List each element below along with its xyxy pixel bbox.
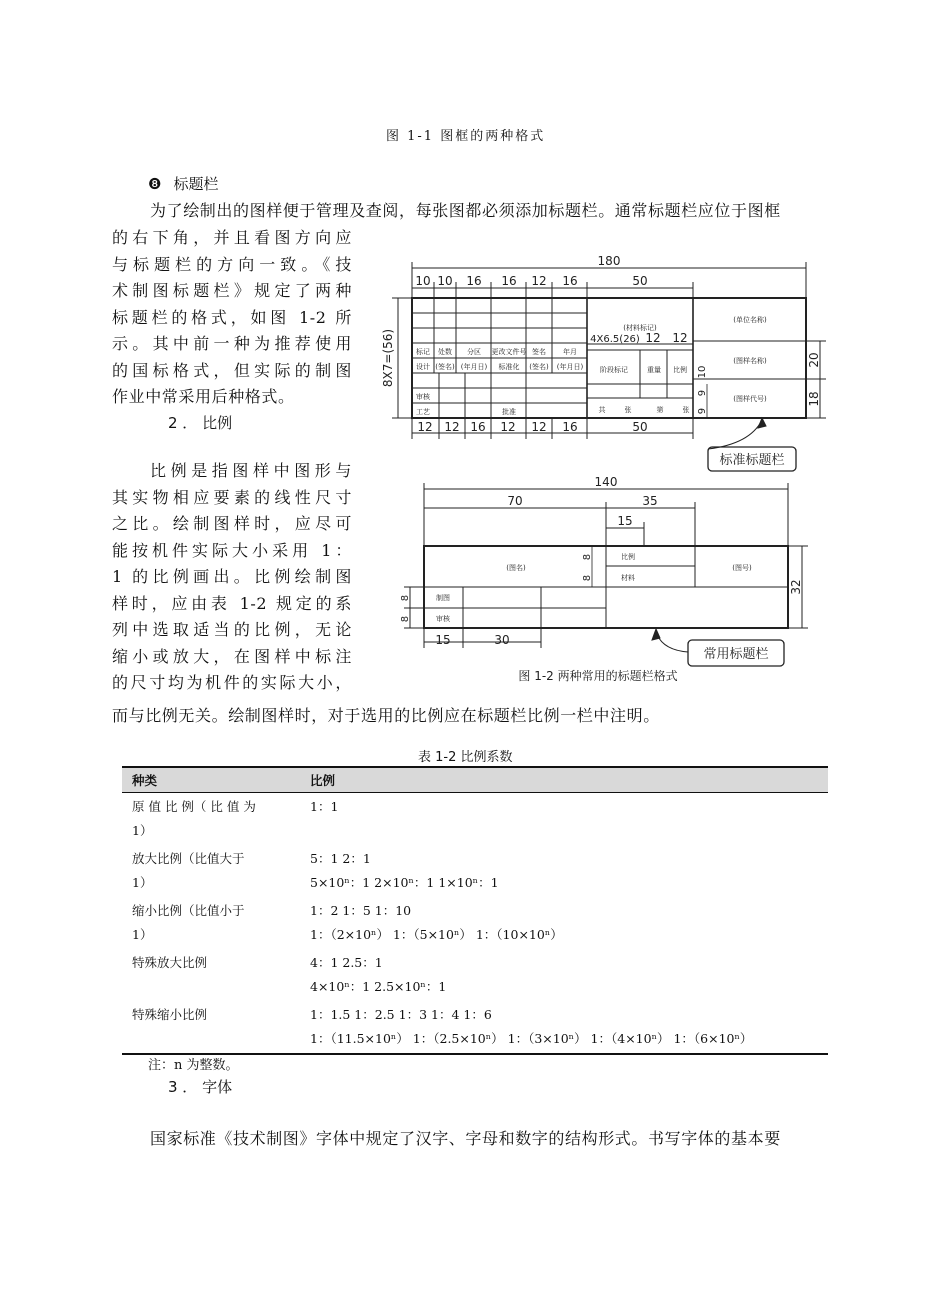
- table-1-2-title: 表 1-2 比例系数: [418, 750, 513, 765]
- kind-cell: [122, 897, 300, 949]
- dimension-label: 180: [597, 254, 621, 268]
- cell-text: 重量: [647, 366, 661, 374]
- dimension-label: 12: [531, 274, 547, 288]
- paragraph-1-column: [112, 225, 352, 411]
- paragraph-1-line-1: 为了绘制出的图样便于管理及查阅，每张图都必须添加标题栏。通常标题栏应位于图框: [150, 201, 781, 220]
- dimension-label: 16: [562, 420, 578, 434]
- cell-text: 比例: [621, 553, 635, 561]
- cell-text: 处数: [438, 348, 452, 356]
- cell-line: 1）: [132, 875, 153, 890]
- paragraph-line: 的国标格式，但实际的制图: [112, 360, 352, 380]
- cell-text: 张: [682, 406, 690, 414]
- paragraph-line: 1 的比例画出。比例绘制图: [112, 567, 352, 586]
- cell-text: (图名): [506, 564, 526, 572]
- dimension-label: 15: [617, 514, 633, 528]
- dimension-label: 70: [507, 494, 523, 508]
- section-heading-title-block: [148, 173, 218, 194]
- paragraph-line: 样时，应由表 1-2 规定的系: [112, 593, 352, 613]
- dimension-label: 12: [672, 331, 688, 345]
- cell-line: 5：1 2：1: [310, 851, 371, 866]
- table-row: [122, 793, 828, 846]
- kind-cell: [122, 949, 300, 1001]
- dimension-label: 10: [437, 274, 453, 288]
- paragraph-line: 之比。绘制图样时，应尽可: [112, 514, 352, 533]
- paragraph-line: 的尺寸均为机件的实际大小，: [112, 673, 352, 692]
- cell-line: 1：2 1：5 1：10: [310, 903, 412, 918]
- cell-text: 标准化: [498, 363, 520, 371]
- standard-title-block-label: 标准标题栏: [719, 453, 785, 468]
- dimension-label: 12: [500, 420, 516, 434]
- kind-cell: [122, 845, 300, 897]
- dimension-label: 16: [470, 420, 486, 434]
- cell-line: 特殊放大比例: [132, 955, 208, 970]
- cell-text: 设计: [416, 363, 430, 371]
- heading-fonts: 3 ． 字体: [168, 1078, 233, 1096]
- ratio-cell: [300, 1001, 828, 1054]
- paragraph-line: 缩小或放大，在图样中标注: [112, 646, 352, 666]
- paragraph-line: 能按机件实际大小采用 1：: [112, 540, 352, 560]
- cell-line: 4：1 2.5：1: [310, 955, 383, 970]
- section-number-icon: ❽: [148, 175, 162, 193]
- cell-text: 审核: [436, 615, 450, 623]
- cell-text: 标记: [416, 348, 430, 356]
- dimension-label: 4X6.5(26): [590, 334, 640, 345]
- ratio-cell: [300, 897, 828, 949]
- paragraph-3: 国家标准《技术制图》字体中规定了汉字、字母和数字的结构形式。书写字体的基本要: [150, 1129, 781, 1148]
- dimension-label: 16: [562, 274, 578, 288]
- cell-text: 签名: [532, 348, 546, 356]
- dimension-label: 8: [400, 615, 411, 623]
- dimension-label: 16: [466, 274, 482, 288]
- dimension-label: 12: [417, 420, 433, 434]
- cell-line: 1）: [132, 927, 153, 942]
- cell-text: (单位名称): [733, 316, 767, 324]
- section-title: 标题栏: [173, 175, 219, 193]
- dimension-label: 9: [697, 407, 708, 415]
- dimension-label: 10: [415, 274, 431, 288]
- cell-text: (签名): [435, 363, 455, 371]
- cell-text: 批准: [502, 408, 516, 416]
- kind-cell: [122, 793, 300, 846]
- paragraph-2-column: [112, 458, 352, 697]
- cell-text: 年月: [563, 348, 577, 356]
- dimension-label: 32: [789, 579, 803, 595]
- dimension-label: 8: [582, 553, 593, 561]
- table-note: 注：n 为整数。: [148, 1058, 239, 1073]
- paragraph-line: 列中选取适当的比例，无论: [112, 620, 352, 639]
- dimension-label: 8: [400, 594, 411, 602]
- dimension-label: 12: [531, 420, 547, 434]
- paragraph-line: 与标题栏的方向一致。《技: [112, 254, 352, 274]
- paragraph-line: 示。其中前一种为推荐使用: [112, 334, 352, 353]
- paragraph-line: 比例是指图样中图形与: [150, 461, 352, 480]
- dimension-label: 50: [632, 274, 648, 288]
- cell-text: 材料: [621, 574, 635, 582]
- column-header-kind: 种类: [122, 767, 300, 793]
- cell-text: (图号): [732, 564, 752, 572]
- column-header-ratio: 比例: [300, 767, 828, 793]
- cell-text: 更改文件号: [491, 348, 527, 356]
- cell-line: 原 值 比 例（ 比 值 为: [132, 799, 256, 814]
- dimension-label: 8: [582, 574, 593, 582]
- cell-text: (图样代号): [733, 395, 767, 403]
- cell-line: 5×10ⁿ：1 2×10ⁿ：1 1×10ⁿ：1: [310, 875, 499, 890]
- cell-line: 1：（2×10ⁿ） 1：（5×10ⁿ） 1：（10×10ⁿ）: [310, 927, 563, 942]
- dimension-label: 50: [632, 420, 648, 434]
- cell-line: 放大比例（比值大于: [132, 851, 245, 866]
- figure-1-2-caption: 图 1-2 两种常用的标题栏格式: [518, 669, 678, 683]
- paragraph-2-last-line: 而与比例无关。绘制图样时，对于选用的比例应在标题栏比例一栏中注明。: [112, 706, 660, 725]
- figure-1-1-caption: 图 1-1 图框的两种格式: [386, 129, 546, 144]
- table-row: [122, 1001, 828, 1054]
- paragraph-line: 作业中常采用后种格式。: [112, 387, 295, 406]
- cell-text: 比例: [673, 366, 687, 374]
- paragraph-line: 的右下角，并且看图方向应: [112, 228, 352, 247]
- dimension-label: 10: [697, 365, 708, 379]
- cell-text: 张: [624, 406, 632, 414]
- cell-text: 工艺: [416, 408, 430, 416]
- dimension-label: 8X7=(56): [381, 328, 395, 388]
- dimension-label: 18: [807, 391, 821, 407]
- cell-text: 分区: [467, 348, 481, 356]
- cell-text: 阶段标记: [600, 366, 628, 374]
- cell-line: 1）: [132, 823, 153, 838]
- ratio-table: [122, 766, 828, 1055]
- dimension-label: 9: [697, 389, 708, 397]
- ratio-cell: [300, 793, 828, 846]
- ratio-cell: [300, 949, 828, 1001]
- title-block-figure: [370, 248, 840, 688]
- table-row: [122, 845, 828, 897]
- cell-text: (年月日): [460, 363, 488, 371]
- table-row: [122, 949, 828, 1001]
- cell-line: 1：1: [310, 799, 339, 814]
- cell-text: (图样名称): [733, 357, 767, 365]
- dimension-label: 140: [594, 475, 618, 489]
- common-title-block-label: 常用标题栏: [703, 647, 769, 662]
- cell-text: 第: [656, 406, 664, 414]
- cell-text: 审核: [416, 393, 430, 401]
- cell-text: 制图: [436, 594, 450, 602]
- dimension-label: 35: [642, 494, 658, 508]
- dimension-label: 16: [501, 274, 517, 288]
- cell-line: 1：1.5 1：2.5 1：3 1：4 1：6: [310, 1007, 492, 1022]
- dimension-label: 15: [435, 633, 451, 647]
- dimension-label: 30: [494, 633, 510, 647]
- paragraph-line: 术制图标题栏》规定了两种: [112, 281, 352, 300]
- kind-cell: [122, 1001, 300, 1054]
- ratio-cell: [300, 845, 828, 897]
- dimension-label: 12: [645, 331, 661, 345]
- table-header-row: [122, 767, 828, 793]
- cell-text: 共: [598, 406, 606, 414]
- table-row: [122, 897, 828, 949]
- cell-text: (年月日): [556, 363, 584, 371]
- cell-line: 1：（11.5×10ⁿ） 1：（2.5×10ⁿ） 1：（3×10ⁿ） 1：（4×10ⁿ） 1：（6×10ⁿ）: [310, 1031, 753, 1046]
- cell-text: (签名): [529, 363, 549, 371]
- paragraph-line: 其实物相应要素的线性尺寸: [112, 487, 352, 507]
- cell-text: (材料标记): [623, 324, 657, 332]
- paragraph-line: 标题栏的格式，如图 1-2 所: [112, 307, 352, 327]
- cell-line: 4×10ⁿ：1 2.5×10ⁿ：1: [310, 979, 447, 994]
- cell-line: 特殊缩小比例: [132, 1007, 208, 1022]
- heading-scale: 2 ． 比例: [168, 414, 233, 432]
- dimension-label: 12: [444, 420, 460, 434]
- cell-line: 缩小比例（比值小于: [132, 903, 245, 918]
- dimension-label: 20: [807, 352, 821, 368]
